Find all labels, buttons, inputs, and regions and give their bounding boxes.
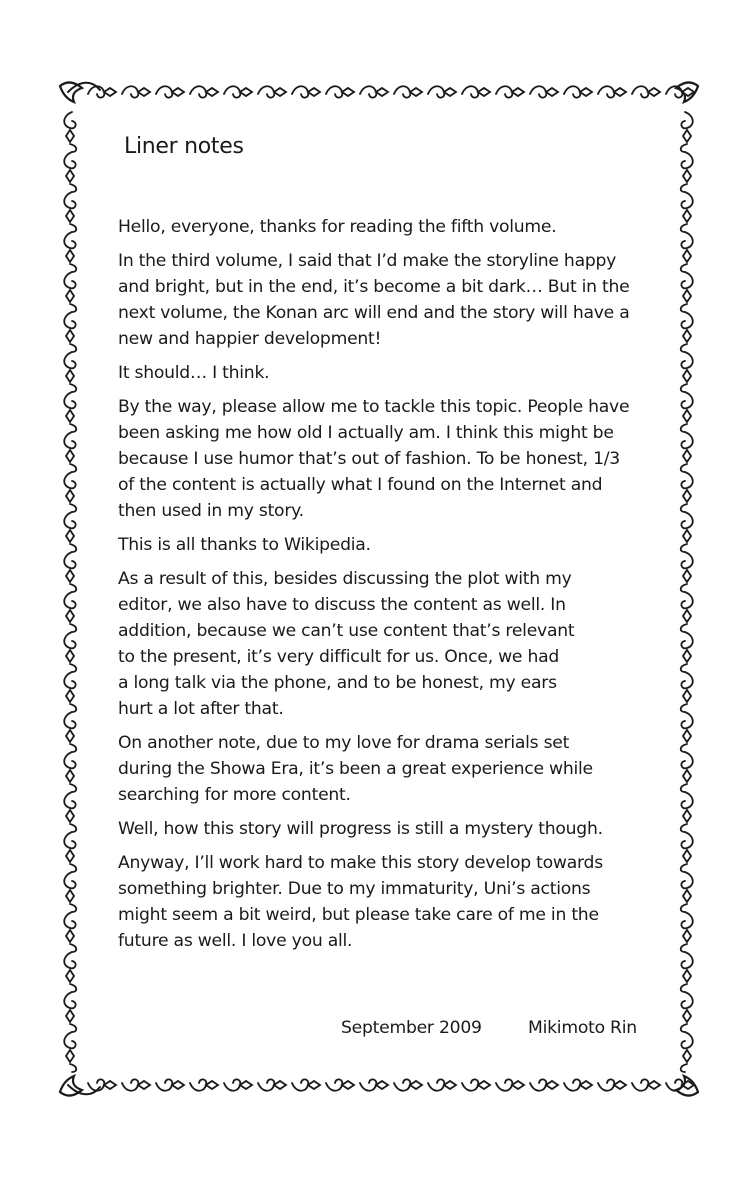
paragraph: By the way, please allow me to tackle this topic. People have been asking me how old I actually am. I think this might be because I use humor that’s out of fashion. To be honest, 1/3 of the content is actually what I found on the Internet and then used in my story.	[118, 397, 630, 521]
paragraph: Well, how this story will progress is still a mystery though.	[118, 819, 603, 839]
paragraph: In the third volume, I said that I’d make the storyline happy and bright, but in the end, it’s become a bit dark… But in the next volume, the Konan arc will end and the story will have a new and happier development!	[118, 251, 630, 349]
paragraph: Hello, everyone, thanks for reading the fifth volume.	[118, 217, 557, 237]
corner-top-left	[60, 82, 82, 102]
page-title: Liner notes	[124, 134, 244, 159]
paragraph: As a result of this, besides discussing the plot with my editor, we also have to discuss the content as well. In addition, because we can’t use content that’s relevant to the present, it’s very difficult for us. Once, we had a long talk via the phone, and to be honest, my ears hurt a lot after that.	[118, 569, 575, 719]
corner-top-right	[676, 82, 698, 102]
liner-notes-body	[118, 214, 658, 962]
paragraph: Anyway, I’ll work hard to make this story develop towards something brighter. Due to my immaturity, Uni’s actions might seem a bit weird, but please take care of me in the future as well. I love you all.	[118, 853, 603, 951]
paragraph: This is all thanks to Wikipedia.	[118, 535, 371, 555]
signature-date: September 2009	[341, 1018, 482, 1038]
signature-author: Mikimoto Rin	[528, 1018, 637, 1038]
paragraph: It should… I think.	[118, 363, 270, 383]
paragraph: On another note, due to my love for drama serials set during the Showa Era, it’s been a great experience while searching for more content.	[118, 733, 593, 805]
corner-bottom-left	[60, 1076, 82, 1096]
